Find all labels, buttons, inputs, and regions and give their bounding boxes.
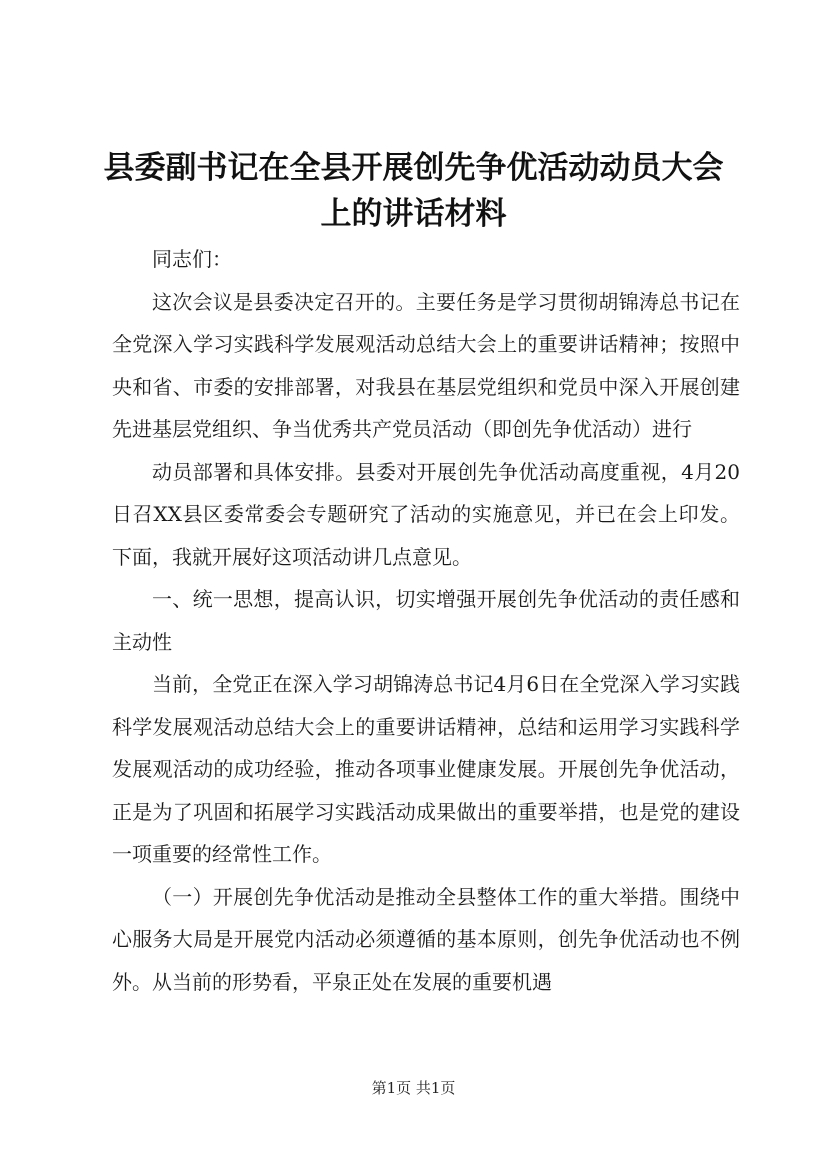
salutation-paragraph: 同志们： xyxy=(152,247,232,271)
document-body xyxy=(112,238,740,1003)
body-paragraph: 当前，全党正在深入学习胡锦涛总书记4月6日在全党深入学习实践科学发展观活动总结大会上的重要讲话精神，总结和运用学习实践科学发展观活动的成功经验，推动各项事业健康发展。开展创先争优活动，正是为了巩固和拓展学习实践活动成果做出的重要举措，也是党的建设一项重要的经常性工作。 xyxy=(112,672,740,866)
page-number-footer: 第1页 共1页 xyxy=(371,1079,456,1097)
document-title: 县委副书记在全县开展创先争优活动动员大会上的讲话材料 xyxy=(103,150,724,232)
body-paragraph: 这次会议是县委决定召开的。主要任务是学习贯彻胡锦涛总书记在全党深入学习实践科学发展观活动总结大会上的重要讲话精神；按照中央和省、市委的安排部署，对我县在基层党组织和党员中深入开展创建先进基层党组织、争当优秀共产党员活动（即创先争优活动）进行 xyxy=(112,289,740,441)
body-paragraph: 动员部署和具体安排。县委对开展创先争优活动高度重视，4月20日召XX县区委常委会专题研究了活动的实施意见，并已在会上印发。下面，我就开展好这项活动讲几点意见。 xyxy=(112,459,740,569)
body-paragraph: （一）开展创先争优活动是推动全县整体工作的重大举措。围绕中心服务大局是开展党内活动必须遵循的基本原则，创先争优活动也不例外。从当前的形势看，平泉正处在发展的重要机遇 xyxy=(112,884,740,994)
section-heading: 一、统一思想，提高认识，切实增强开展创先争优活动的责任感和主动性 xyxy=(112,587,740,654)
